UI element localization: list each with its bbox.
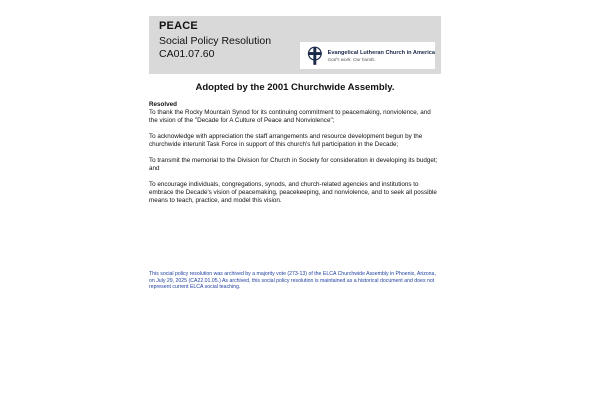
- document-code: CA01.07.60: [159, 48, 215, 60]
- document-title: PEACE: [159, 20, 198, 32]
- logo-tagline: God's work. Our hands.: [327, 56, 376, 62]
- document-subtitle: Social Policy Resolution: [159, 35, 272, 47]
- adopted-heading: Adopted by the 2001 Churchwide Assembly.: [195, 82, 395, 93]
- elca-cross-icon: [306, 46, 324, 66]
- logo-name: Evangelical Lutheran Church in America: [327, 49, 435, 56]
- header-box: [149, 16, 441, 74]
- resolution-paragraph: To thank the Rocky Mountain Synod for its continuing commitment to peacemaking, nonviolence, and the vision of the "Decade for A Culture of Peace and Nonviolence";: [149, 109, 431, 124]
- resolved-heading: Resolved: [149, 101, 177, 108]
- resolution-body: [149, 101, 441, 213]
- resolution-paragraph: To transmit the memorial to the Division for Church in Society for consideration in developing its budget; and: [149, 157, 438, 172]
- resolution-paragraph: To encourage individuals, congregations, synods, and church-related agencies and institutions to embrace the Decade's vision of peacemaking, peacekeeping, and nonviolence, and to seek all possible means to teach, practice, and model this vision.: [149, 181, 437, 204]
- archive-note: This social policy resolution was archived by a majority vote (273-13) of the ELCA Churchwide Assembly in Phoenix, Arizona, on July 29, 2025 (CA22.01.05.) As archived, this social policy resolution is maintained as a historical document and does not represent current ELCA social teaching.: [149, 271, 436, 291]
- resolution-paragraph: To acknowledge with appreciation the staff arrangements and resource development begun by the churchwide interunit Task Force in support of this church's full participation in the Decade;: [149, 133, 423, 148]
- elca-logo: [300, 42, 435, 69]
